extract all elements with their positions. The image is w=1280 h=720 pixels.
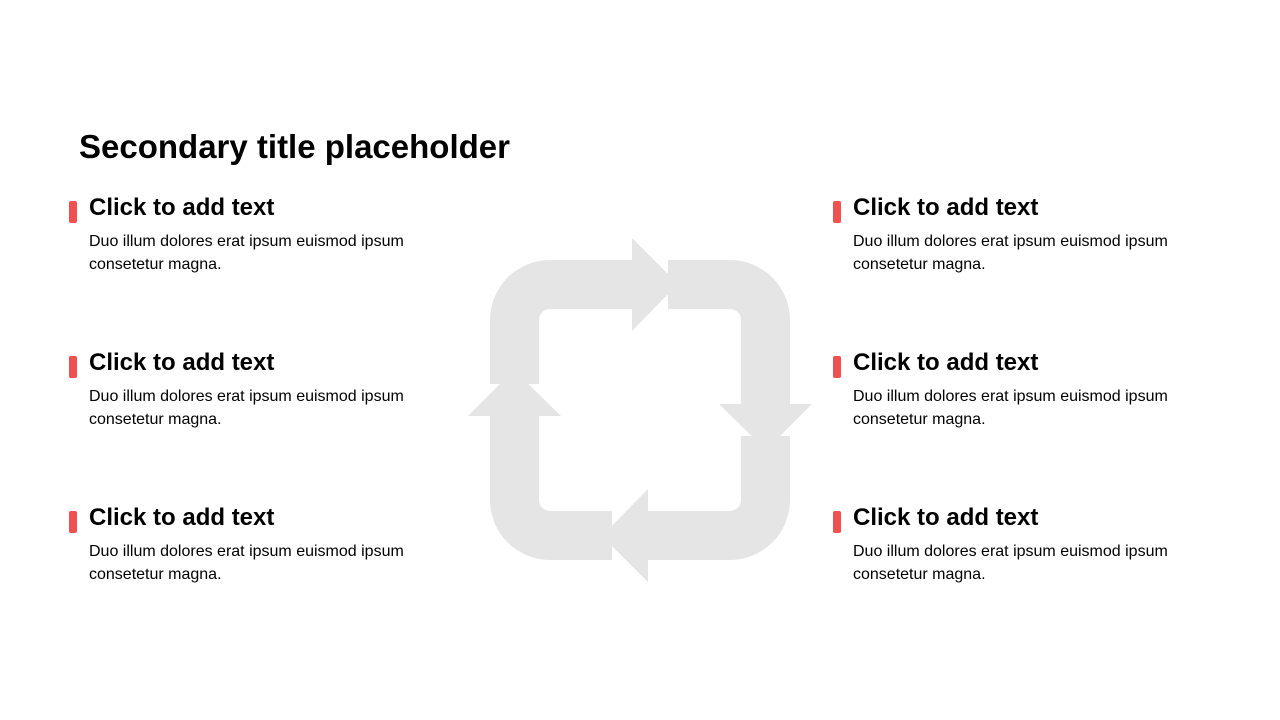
text-block-body[interactable]: Duo illum dolores erat ipsum euismod ipsum consetetur magna. xyxy=(89,233,404,273)
cycle-arrow-bottom xyxy=(602,436,790,582)
text-block-heading[interactable]: Click to add text xyxy=(853,194,1039,221)
text-block-heading[interactable]: Click to add text xyxy=(853,504,1039,531)
text-block-left-3[interactable] xyxy=(89,504,449,586)
cycle-arrows-icon[interactable] xyxy=(466,236,814,584)
accent-bar xyxy=(833,201,841,223)
accent-bar xyxy=(833,511,841,533)
text-block-left-1[interactable] xyxy=(89,194,449,276)
accent-bar xyxy=(69,511,77,533)
text-block-right-3[interactable] xyxy=(853,504,1213,586)
accent-bar xyxy=(69,201,77,223)
text-block-left-2[interactable] xyxy=(89,349,449,431)
text-block-body[interactable]: Duo illum dolores erat ipsum euismod ipsum consetetur magna. xyxy=(853,388,1168,428)
cycle-arrow-top xyxy=(490,238,678,384)
slide-title[interactable]: Secondary title placeholder xyxy=(79,128,510,165)
text-block-heading[interactable]: Click to add text xyxy=(89,349,275,376)
text-block-body[interactable]: Duo illum dolores erat ipsum euismod ipsum consetetur magna. xyxy=(89,388,404,428)
text-block-right-2[interactable] xyxy=(853,349,1213,431)
text-block-body[interactable]: Duo illum dolores erat ipsum euismod ipsum consetetur magna. xyxy=(89,543,404,583)
text-block-heading[interactable]: Click to add text xyxy=(89,194,275,221)
accent-bar xyxy=(833,356,841,378)
text-block-right-1[interactable] xyxy=(853,194,1213,276)
accent-bar xyxy=(69,356,77,378)
text-block-body[interactable]: Duo illum dolores erat ipsum euismod ipsum consetetur magna. xyxy=(853,543,1168,583)
cycle-arrow-right xyxy=(668,260,812,450)
cycle-arrow-left xyxy=(468,370,612,560)
text-block-body[interactable]: Duo illum dolores erat ipsum euismod ipsum consetetur magna. xyxy=(853,233,1168,273)
text-block-heading[interactable]: Click to add text xyxy=(89,504,275,531)
text-block-heading[interactable]: Click to add text xyxy=(853,349,1039,376)
